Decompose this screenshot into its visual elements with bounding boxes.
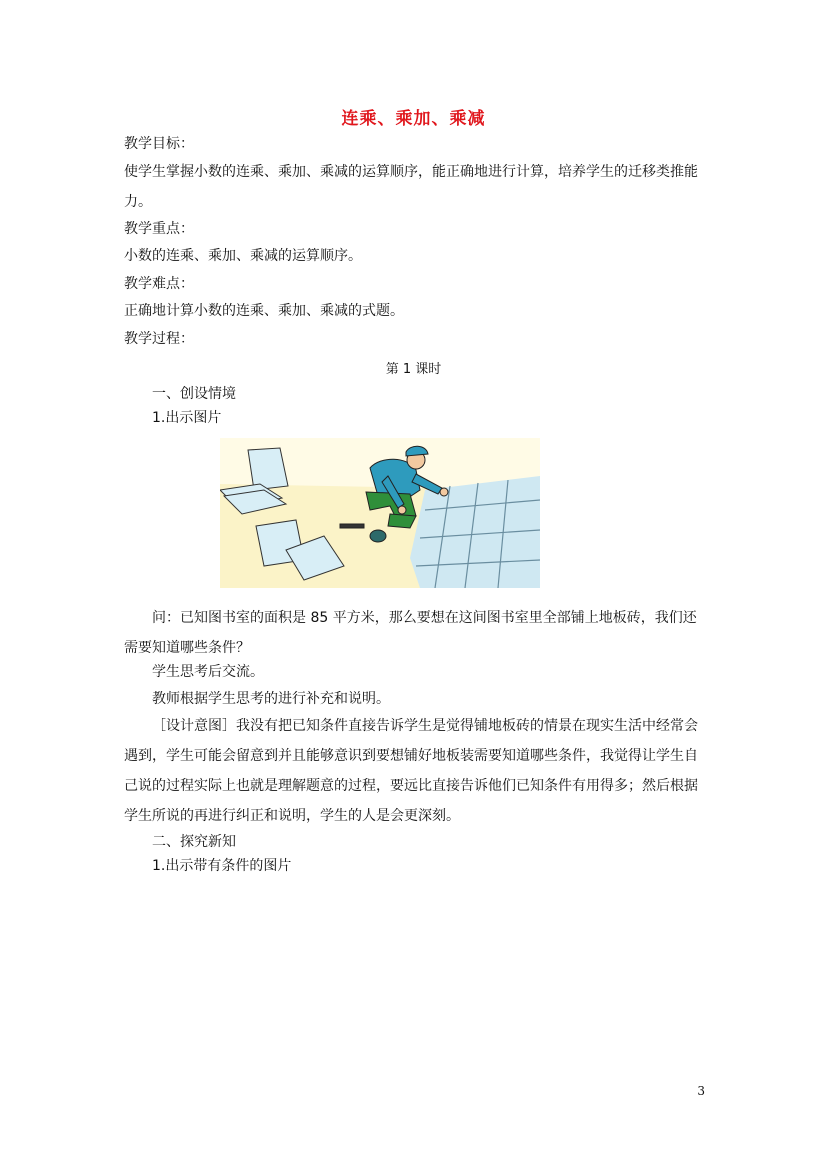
student-discussion: 学生思考后交流。 [152, 664, 264, 680]
page-number: 3 [697, 1084, 705, 1098]
goal-heading: 教学目标： [124, 136, 194, 152]
difficulty-heading: 教学难点： [124, 276, 194, 292]
item1-1: 1.出示图片 [152, 410, 222, 426]
process-heading: 教学过程： [124, 331, 194, 347]
goal-text: 使学生掌握小数的连乘、乘加、乘减的运算顺序，能正确地进行计算，培养学生的迁移类推能力。 [124, 164, 698, 210]
lesson-label: 第 1 课时 [385, 362, 442, 377]
difficulty-text: 正确地计算小数的连乘、乘加、乘减的式题。 [124, 303, 404, 319]
teacher-supplement: 教师根据学生思考的进行补充和说明。 [152, 691, 390, 707]
key-text: 小数的连乘、乘加、乘减的运算顺序。 [124, 248, 362, 264]
key-heading: 教学重点： [124, 221, 194, 237]
design-intent: ［设计意图］我没有把已知条件直接告诉学生是觉得铺地板砖的情景在现实生活中经常会遇到，学生可能会留意到并且能够意识到要想铺好地板装需要知道哪些条件，我觉得让学生自己说的过程实际上也就是理解题意的过程，要远比直接告诉他们已知条件有用得多；然后根据学生所说的再进行纠正和说明，学生的人是会更深刻。 [124, 718, 698, 824]
item2-1: 1.出示带有条件的图片 [152, 858, 292, 874]
question-text: 问：已知图书室的面积是 85 平方米，那么要想在这间图书室里全部铺上地板砖，我们还需要知道哪些条件？ [124, 610, 697, 656]
section2-heading: 二、探究新知 [152, 834, 236, 850]
section1-heading: 一、创设情境 [152, 386, 236, 402]
tile-laying-illustration [220, 438, 540, 588]
document-title: 连乘、乘加、乘减 [341, 109, 486, 129]
